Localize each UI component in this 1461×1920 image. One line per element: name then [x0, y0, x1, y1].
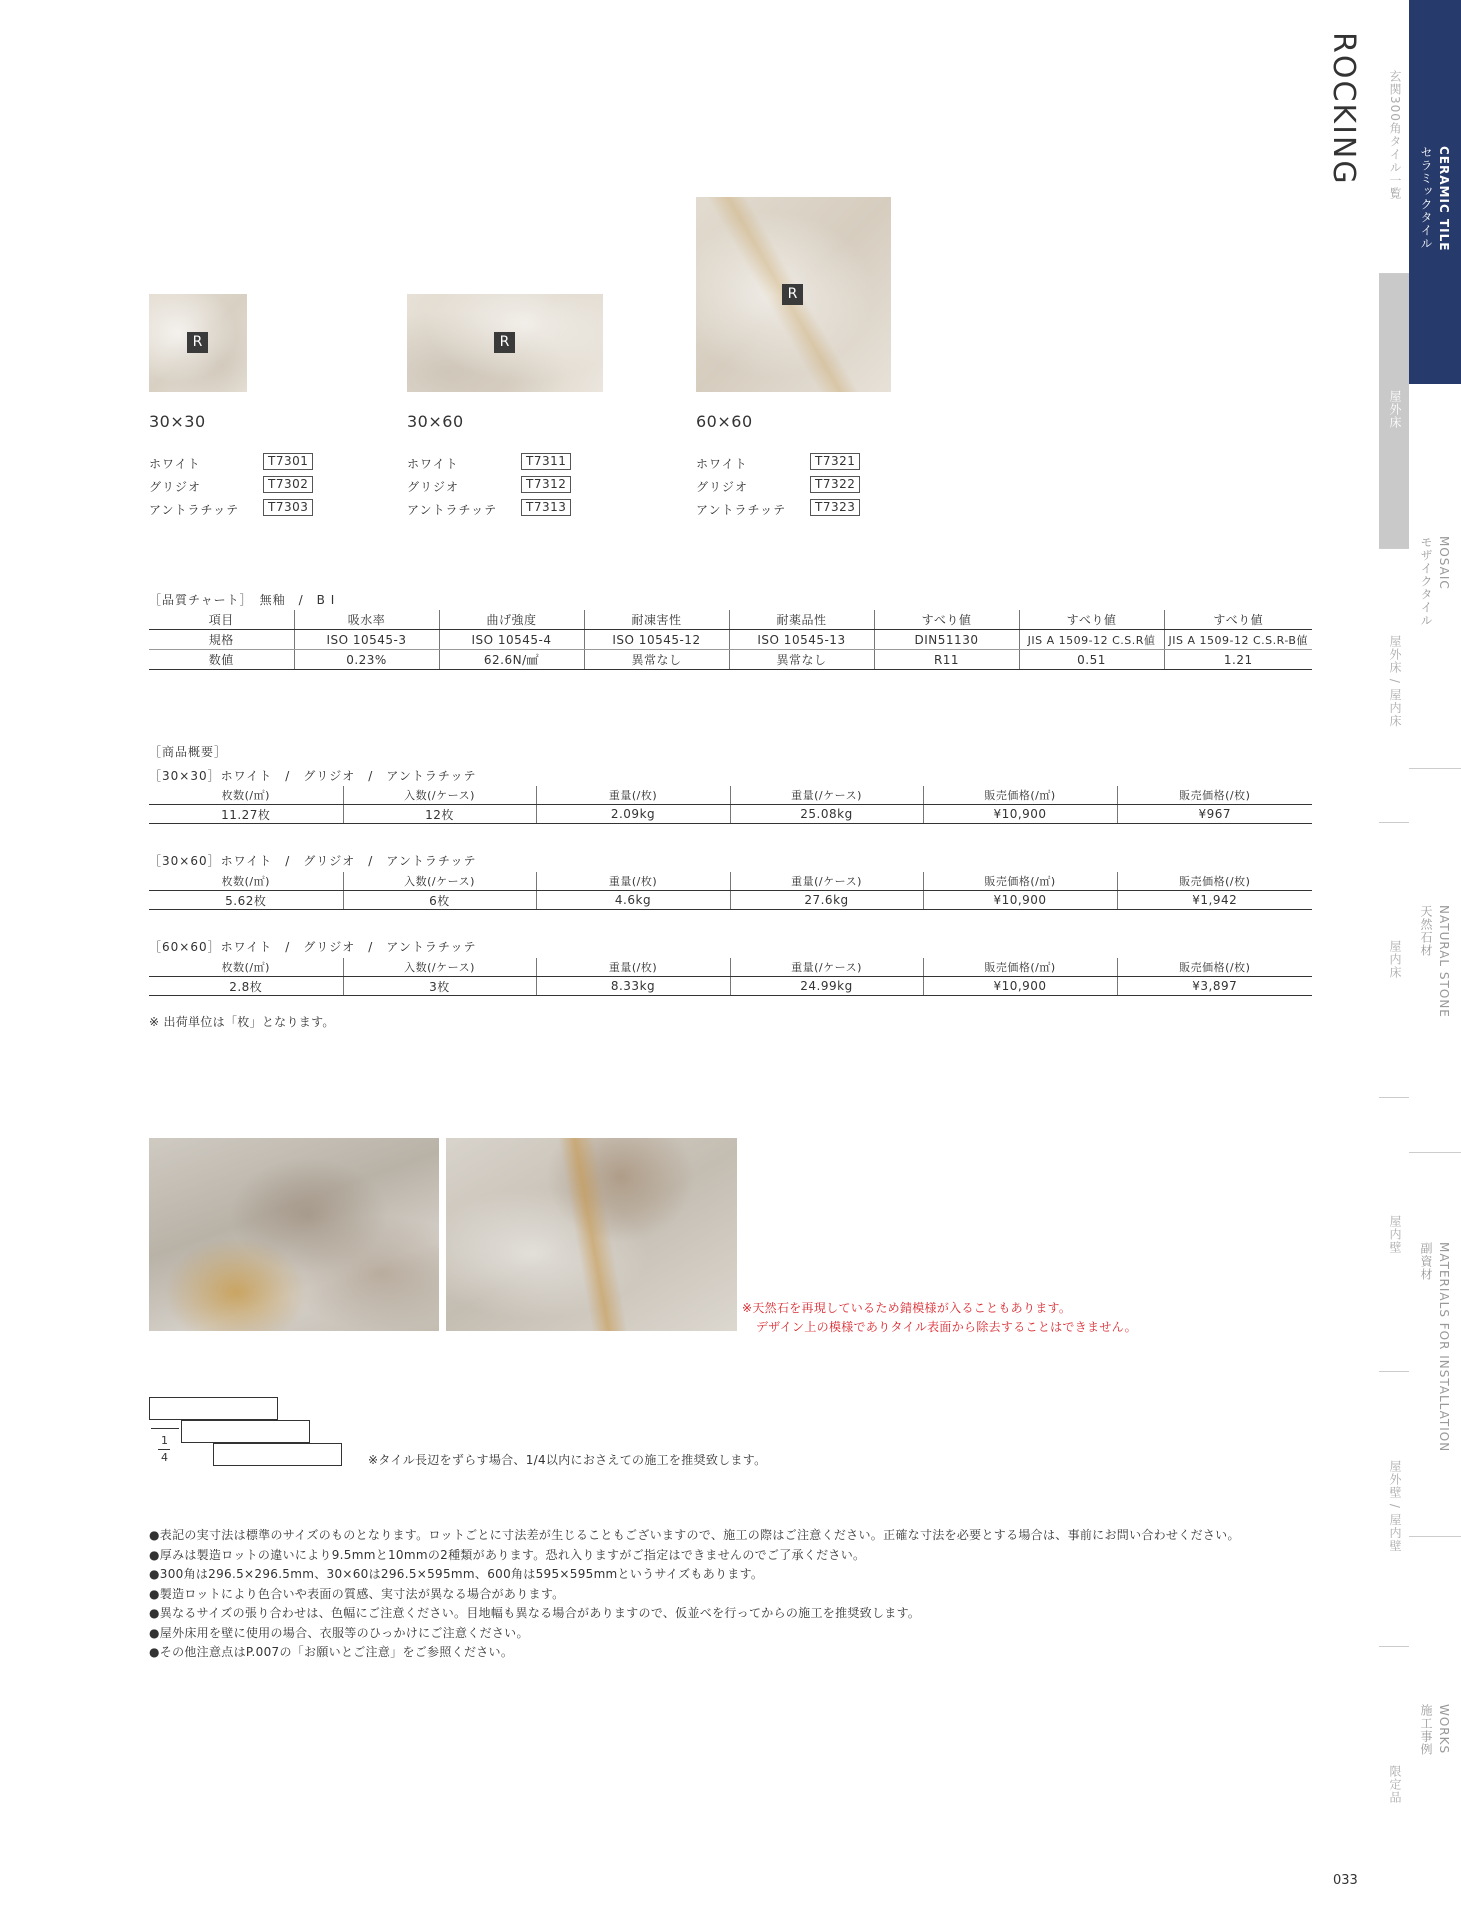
sidebar-subitem[interactable]: 屋内壁 — [1388, 1215, 1402, 1254]
sidebar-subitem[interactable]: 限定品 — [1388, 1765, 1402, 1804]
product-code: T7321 — [810, 453, 860, 470]
cell: 枚数(/㎡) — [149, 958, 343, 977]
note-line: ●屋外床用を壁に使用の場合、衣服等のひっかけにご注意ください。 — [149, 1626, 529, 1640]
rust-note-line2: デザイン上の模様でありタイル表面から除去することはできません。 — [756, 1320, 1137, 1334]
cell: 販売価格(/枚) — [1117, 872, 1312, 891]
product-code: T7311 — [521, 453, 571, 470]
nav-label-ja: 天然石材 — [1419, 905, 1433, 957]
cell: すべり値 — [1164, 610, 1312, 630]
fraction-numerator: 1 — [161, 1434, 168, 1447]
cell: 8.33kg — [536, 977, 730, 996]
cell: 曲げ強度 — [439, 610, 584, 630]
cell: 吸水率 — [294, 610, 439, 630]
cell: すべり値 — [874, 610, 1019, 630]
size-label-30x30: 30×30 — [149, 412, 206, 431]
offset-diagram-tile — [181, 1420, 310, 1443]
r-badge: R — [187, 332, 208, 353]
sidebar-subitem[interactable]: 屋外床 / 屋内床 — [1388, 635, 1402, 728]
cell: 枚数(/㎡) — [149, 872, 343, 891]
cell: 5.62枚 — [149, 891, 343, 910]
cell: DIN51130 — [874, 630, 1019, 650]
note-line: ●厚みは製造ロットの違いにより9.5mmと10mmの2種類があります。恐れ入りますがご指定はできませんのでご了承ください。 — [149, 1548, 866, 1562]
cell: 重量(/ケース) — [730, 958, 923, 977]
cell: 11.27枚 — [149, 805, 343, 824]
variant-name: ホワイト — [149, 457, 201, 471]
cell: ¥967 — [1117, 805, 1312, 824]
cell: 耐凍害性 — [584, 610, 729, 630]
cell: 1.21 — [1164, 650, 1312, 670]
cell: 入数(/ケース) — [343, 786, 536, 805]
cell: 6枚 — [343, 891, 536, 910]
cell: 異常なし — [584, 650, 729, 670]
cell: 25.08kg — [730, 805, 923, 824]
variant-name: アントラチッテ — [696, 503, 787, 517]
cell: 販売価格(/㎡) — [923, 958, 1117, 977]
side-navigation — [1379, 0, 1461, 1920]
note-line: ●その他注意点はP.007の「お願いとご注意」をご参照ください。 — [149, 1645, 514, 1659]
product-group-title: ［30×60］ホワイト / グリジオ / アントラチッテ — [149, 854, 477, 868]
nav-label-en: MATERIALS FOR INSTALLATION — [1437, 1242, 1451, 1453]
cell: 入数(/ケース) — [343, 872, 536, 891]
tile-sample-30x60 — [407, 294, 603, 392]
variant-name: ホワイト — [407, 457, 459, 471]
nav-ceramic-tile-active[interactable] — [1409, 0, 1461, 384]
offset-diagram-tile — [149, 1397, 278, 1420]
variant-name: グリジオ — [149, 480, 202, 494]
size-label-30x60: 30×60 — [407, 412, 464, 431]
product-code: T7312 — [521, 476, 571, 493]
nav-materials-for-installation[interactable] — [1409, 1152, 1461, 1536]
cell: 重量(/枚) — [536, 786, 730, 805]
cell: 12枚 — [343, 805, 536, 824]
divider — [1379, 1371, 1409, 1372]
offset-diagram-tile — [213, 1443, 342, 1466]
product-group-title: ［30×30］ホワイト / グリジオ / アントラチッテ — [149, 769, 477, 783]
product-code: T7323 — [810, 499, 860, 516]
cell: 異常なし — [729, 650, 874, 670]
divider — [1379, 822, 1409, 823]
variant-name: グリジオ — [696, 480, 749, 494]
cell: ¥10,900 — [923, 805, 1117, 824]
cell: 販売価格(/㎡) — [923, 786, 1117, 805]
nav-works[interactable] — [1409, 1536, 1461, 1920]
product-code: T7301 — [263, 453, 313, 470]
nav-label-en: WORKS — [1437, 1704, 1451, 1755]
product-group-title: ［60×60］ホワイト / グリジオ / アントラチッテ — [149, 940, 477, 954]
shipping-note: ※ 出荷単位は「枚」となります。 — [149, 1015, 335, 1029]
cell: ¥10,900 — [923, 977, 1117, 996]
cell: 3枚 — [343, 977, 536, 996]
cell: 62.6N/㎟ — [439, 650, 584, 670]
r-badge: R — [494, 332, 515, 353]
cell: 入数(/ケース) — [343, 958, 536, 977]
cell: 24.99kg — [730, 977, 923, 996]
cell: 販売価格(/㎡) — [923, 872, 1117, 891]
cell: 耐薬品性 — [729, 610, 874, 630]
sidebar-subitem[interactable]: 玄関300角タイル一覧 — [1388, 70, 1402, 200]
product-code: T7322 — [810, 476, 860, 493]
variant-name: ホワイト — [696, 457, 748, 471]
quality-chart-heading: ［品質チャート］ 無釉 / B I — [149, 593, 336, 607]
note-line: ●異なるサイズの張り合わせは、色幅にご注意ください。目地幅も異なる場合がありますので、仮並べを行ってからの施工を推奨致します。 — [149, 1606, 921, 1620]
cell: 2.09kg — [536, 805, 730, 824]
cell: 規格 — [149, 630, 294, 650]
cell: ¥10,900 — [923, 891, 1117, 910]
cell: 0.51 — [1019, 650, 1164, 670]
page-title: ROCKING — [1326, 32, 1361, 186]
sidebar-subitem-active[interactable]: 屋外床 — [1388, 390, 1402, 429]
cell: 27.6kg — [730, 891, 923, 910]
cell: 項目 — [149, 610, 294, 630]
product-table-30x30 — [149, 786, 1312, 824]
cell: 重量(/枚) — [536, 872, 730, 891]
cell: 数値 — [149, 650, 294, 670]
tile-sample-60x60 — [696, 197, 891, 392]
offset-arrow-icon — [151, 1428, 179, 1429]
r-badge: R — [782, 284, 803, 305]
cell: 販売価格(/枚) — [1117, 786, 1312, 805]
cell: 4.6kg — [536, 891, 730, 910]
nav-label-en: NATURAL STONE — [1437, 905, 1451, 1018]
cell: 0.23% — [294, 650, 439, 670]
nav-label-en: CERAMIC TILE — [1437, 146, 1451, 252]
nav-mosaic[interactable] — [1409, 384, 1461, 768]
nav-label-ja: モザイクタイル — [1419, 536, 1433, 627]
product-summary-heading: ［商品概要］ — [149, 745, 228, 759]
cell: ¥3,897 — [1117, 977, 1312, 996]
offset-note: ※タイル長辺をずらす場合、1/4以内におさえての施工を推奨致します。 — [368, 1453, 767, 1467]
divider — [1379, 1646, 1409, 1647]
quality-chart-table — [149, 610, 1312, 670]
divider — [1379, 548, 1409, 549]
divider — [1379, 273, 1409, 274]
product-code: T7313 — [521, 499, 571, 516]
cell: すべり値 — [1019, 610, 1164, 630]
note-line: ●300角は296.5×296.5mm、30×60は296.5×595mm、600角は595×595mmというサイズもあります。 — [149, 1567, 764, 1581]
cell: 枚数(/㎡) — [149, 786, 343, 805]
surface-photo — [446, 1138, 737, 1331]
cell: 重量(/ケース) — [730, 872, 923, 891]
sidebar-subitem[interactable]: 屋内床 — [1388, 940, 1402, 979]
cell: 販売価格(/枚) — [1117, 958, 1312, 977]
note-line: ●表記の実寸法は標準のサイズのものとなります。ロットごとに寸法差が生じることもございますので、施工の際はご注意ください。正確な寸法を必要とする場合は、事前にお問い合わせください。 — [149, 1528, 1240, 1542]
surface-photo — [149, 1138, 439, 1331]
page-number: 033 — [1333, 1873, 1358, 1888]
cell: ¥1,942 — [1117, 891, 1312, 910]
divider — [1379, 1097, 1409, 1098]
nav-label-ja: セラミックタイル — [1419, 146, 1433, 250]
variant-name: アントラチッテ — [149, 503, 240, 517]
product-code: T7303 — [263, 499, 313, 516]
nav-natural-stone[interactable] — [1409, 768, 1461, 1152]
fraction-bar — [158, 1449, 170, 1450]
cell: 2.8枚 — [149, 977, 343, 996]
cell: ISO 10545-3 — [294, 630, 439, 650]
sidebar-subitem[interactable]: 屋外壁 / 屋内壁 — [1388, 1460, 1402, 1553]
cell: ISO 10545-4 — [439, 630, 584, 650]
cell: JIS A 1509-12 C.S.R-B値 — [1164, 630, 1312, 650]
cell: JIS A 1509-12 C.S.R値 — [1019, 630, 1164, 650]
cell: 重量(/枚) — [536, 958, 730, 977]
nav-label-en: MOSAIC — [1437, 536, 1451, 590]
rust-note-line1: ※天然石を再現しているため錆模様が入ることもあります。 — [742, 1301, 1072, 1315]
tile-sample-30x30 — [149, 294, 247, 392]
nav-label-ja: 施工事例 — [1419, 1704, 1433, 1756]
nav-label-ja: 副資材 — [1419, 1242, 1433, 1281]
size-label-60x60: 60×60 — [696, 412, 753, 431]
note-line: ●製造ロットにより色合いや表面の質感、実寸法が異なる場合があります。 — [149, 1587, 565, 1601]
cell: R11 — [874, 650, 1019, 670]
cell: 重量(/ケース) — [730, 786, 923, 805]
variant-name: グリジオ — [407, 480, 460, 494]
cell: ISO 10545-13 — [729, 630, 874, 650]
fraction-denominator: 4 — [161, 1451, 168, 1464]
variant-name: アントラチッテ — [407, 503, 498, 517]
product-code: T7302 — [263, 476, 313, 493]
product-table-60x60 — [149, 958, 1312, 996]
product-table-30x60 — [149, 872, 1312, 910]
cell: ISO 10545-12 — [584, 630, 729, 650]
